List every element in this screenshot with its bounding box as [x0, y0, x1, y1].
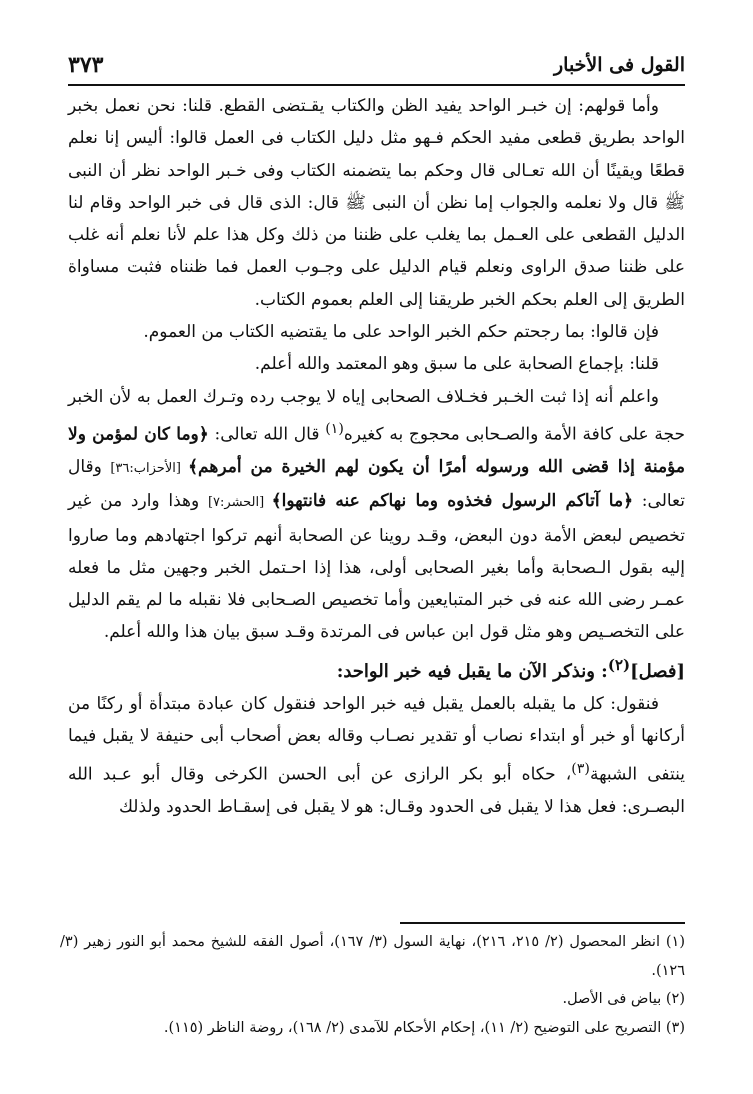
verse-reference-2: [الحشر:٧] [207, 495, 272, 511]
footnote-1: (١) انظر المحصول (٢/ ٢١٥، ٢١٦)، نهاية السول (٣/ ١٦٧)، أصول الفقه للشيخ محمد أبو النور زهير (٣/ ١٢٦). [60, 934, 686, 979]
section-title: : ونذكر الآن ما يقبل فيه خبر الواحد: [336, 660, 608, 682]
paragraph-5-text-a: فنقول: كل ما يقبله بالعمل يقبل فيه خبر الواحد فنقول كان عبادة مبتدأة أو ركنًا من أركانها أو خبر أو ابتداء نصاب أو تقدير نصـاب وقاله بعض أصحاب أبى حنيفة لا يقبل فيما ينتفى الشبهة [68, 694, 685, 785]
footnote-marker-3: (٣) [571, 760, 590, 777]
footnote-marker-1: (١) [325, 420, 344, 437]
section-label: [فصل] [630, 660, 685, 682]
running-title: القول فى الأخبار [553, 54, 685, 76]
page-number: ٣٧٣ [68, 52, 104, 78]
page-header [68, 48, 685, 82]
footnotes [60, 928, 685, 1042]
paragraph-1: وأما قولهم: إن خبـر الواحد يفيد الظن والكتاب يقـتضى القطع. قلنا: نحن نعمل بخبر الواحد بطريق قطعى مفيد الحكم فـهو مثل دليل الكتاب فى العمل قالوا: أليس إنا نعلم قطعًا ويقينًا أن الله تعـالى قال وحكم بما يتضمنه الكتاب وفى خـبر الواحد نظر أن النبى ﷺ قال ولا نعلمه والجواب إما نظن أن النبى ﷺ قال: الذى قال فى خبر الواحد وقام لنا الدليل القطعى على العـمل بما يغلب على ظننا من ذلك وكل هذا علم لأنا نعلم أنه غلب على ظننا صدق الراوى ونعلم قيام الدليل على وجـوب العمل فما ظنناه فثبت مساواة الطريق إلى العلم بحكم الخبر طريقنا إلى العلم بعموم الكتاب. [68, 96, 685, 310]
paragraph-4-text-a: واعلم أنه إذا ثبت الخـبر فخـلاف الصحابى إياه لا يوجب رده وتـرك العمل به لأن الخبر حجة على كافة الأمة والصـحابى محجوج به كغيره [68, 386, 686, 445]
footnote-3: (٣) التصريح على التوضيح (٢/ ١١)، إحكام الأحكام للآمدى (٢/ ١٦٨)، روضة الناظر (١١٥). [163, 1019, 685, 1036]
paragraph-4-text-c: وقال تعالى: [68, 456, 685, 512]
main-text [68, 90, 685, 823]
quran-verse-1: ﴿وما كان لمؤمن ولا مؤمنة إذا قضى الله ورسوله أمرًا أن يكون لهم الخيرة من أمرهم﴾ [68, 424, 685, 477]
quran-verse-2: ﴿ما آتاكم الرسول فخذوه وما نهاكم عنه فانتهوا﴾ [271, 491, 634, 512]
footnote-separator [400, 922, 685, 924]
verse-reference-1: [الأحزاب:٣٦] [110, 460, 189, 476]
paragraph-5 [68, 688, 685, 823]
header-rule [68, 84, 685, 86]
paragraph-3: قلنا: بإجماع الصحابة على ما سبق وهو المعتمد والله أعلم. [254, 354, 659, 375]
paragraph-4-text-d: وهذا وارد من غير تخصيص لبعض الأمة دون البعض، وقـد روينا عن الصحابة أنهم تركوا اجتهادهم وما صاروا إليه بقول الـصحابة وأما بغير الصحابى أولى، هذا إذا احـتمل الخبر وجهين مثل ما فعله عمـر رضى الله عنه فى خبر المتبايعين وأما تخصيص الصـحابى فلا نقبله ما لم يقم الدليل على التخصـيص وهو مثل قول ابن عباس فى المرتدة وقـد سبق بيان هذا والله أعلم. [68, 491, 685, 643]
section-heading [68, 649, 685, 688]
footnote-2: (٢) بياض فى الأصل. [562, 991, 685, 1007]
footnote-marker-2: (٢) [607, 655, 631, 674]
paragraph-4-text-b: قال الله تعالى: [208, 424, 326, 445]
paragraph-2: فإن قالوا: بما رجحتم حكم الخبر الواحد على ما يقتضيه الكتاب من العموم. [143, 322, 659, 343]
paragraph-5-text-b: ، حكاه أبو بكر الرازى عن أبى الحسن الكرخى وقال أبو عـبد الله البصـرى: فعل هذا لا يقبل فى الحدود وقـال: هو لا يقبل فى إسقـاط الحدود ولذلك [68, 764, 685, 817]
paragraph-4 [68, 381, 685, 649]
